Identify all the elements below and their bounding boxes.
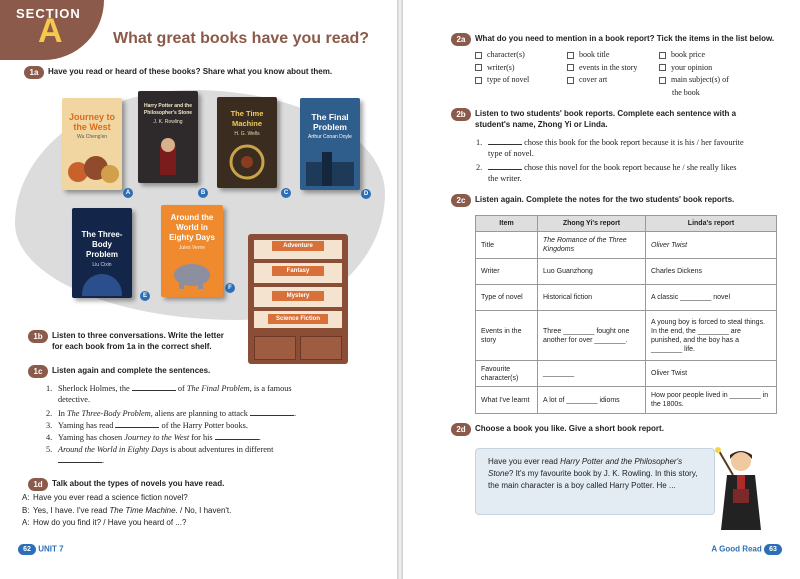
tick-item[interactable] xyxy=(659,62,749,75)
item-text: type of novel. xyxy=(488,149,534,158)
instruction-2b-line1: Listen to two students' book reports. Complete each sentence with a xyxy=(475,109,737,118)
sentence-text: Sherlock Holmes, the xyxy=(58,384,130,393)
dialogue-line-3 xyxy=(22,517,186,528)
instruction-2b xyxy=(456,108,785,130)
sentence-text: . xyxy=(102,456,105,465)
tag-2c: 2c xyxy=(451,194,471,207)
table-cell: Title xyxy=(476,232,538,259)
sentence-number: 4. xyxy=(46,433,53,442)
2b-item-2 xyxy=(476,162,783,184)
checkbox[interactable] xyxy=(659,64,666,71)
sentence-number: 1. xyxy=(46,384,53,393)
tick-item-label: events in the story xyxy=(579,62,638,72)
item-text: chose this book for the book report because it is his / her favourite xyxy=(524,138,744,147)
instruction-2a-text: What do you need to mention in a book report? Tick the items in the list below. xyxy=(475,34,775,43)
book-cover-d xyxy=(300,98,360,190)
tick-column-2 xyxy=(567,49,657,87)
book-e-illustration xyxy=(74,270,130,296)
table-row xyxy=(476,232,777,259)
checkbox[interactable] xyxy=(659,52,666,59)
tick-item-label: type of novel xyxy=(487,75,530,84)
sentence-text: Yaming has chosen xyxy=(58,433,123,442)
sentence-number: 5. xyxy=(46,445,53,454)
table-cell[interactable]: A classic ________ novel xyxy=(646,285,777,311)
book-title-italic: The Time Machine. xyxy=(109,506,178,515)
answer-blank[interactable] xyxy=(250,409,297,418)
checkbox[interactable] xyxy=(475,77,482,84)
book-label-c: C xyxy=(281,188,291,198)
checkbox[interactable] xyxy=(567,64,574,71)
2b-item-1 xyxy=(476,137,783,159)
book-a-illustration xyxy=(64,148,120,188)
shelf-label-science-fiction: Science Fiction xyxy=(268,314,328,324)
right-page xyxy=(403,0,800,579)
shelf-label-fantasy: Fantasy xyxy=(272,266,324,276)
sentence-text: In xyxy=(58,409,65,418)
dialogue-line-2 xyxy=(22,505,231,516)
tick-item[interactable] xyxy=(567,49,657,62)
checkbox[interactable] xyxy=(659,77,666,84)
tag-1c: 1c xyxy=(28,365,48,378)
book-cover-a xyxy=(62,98,122,190)
tick-item-label: your opinion xyxy=(671,62,713,72)
table-cell: Type of novel xyxy=(476,285,538,311)
instruction-1d xyxy=(33,478,352,489)
answer-blank[interactable] xyxy=(132,384,176,391)
dialogue-text: Have you ever read a science fiction novel? xyxy=(33,493,188,502)
shelf-door-left xyxy=(254,336,296,360)
speaker-label: B: xyxy=(22,506,30,515)
shelf-label-adventure: Adventure xyxy=(272,241,324,251)
instruction-2b-line2: student's name, Zhong Yi or Linda. xyxy=(475,120,608,129)
dialogue-text: How do you find it? / Have you heard of ...? xyxy=(33,518,187,527)
book-b-illustration xyxy=(148,135,188,179)
page-number-left: 62 xyxy=(18,544,36,555)
table-row xyxy=(476,361,777,387)
dialogue-line-1 xyxy=(22,492,188,503)
tick-item[interactable] xyxy=(475,74,565,87)
table-cell[interactable]: How poor people lived in ________ in the 1800s. xyxy=(646,387,777,414)
instruction-1d-text: Talk about the types of novels you have read. xyxy=(52,479,225,488)
table-cell: Charles Dickens xyxy=(646,259,777,285)
book-f-illustration xyxy=(167,257,217,289)
right-footer xyxy=(711,544,782,555)
checkbox[interactable] xyxy=(475,64,482,71)
sentence-text: for his xyxy=(191,433,213,442)
sentence-2 xyxy=(46,408,348,419)
chapter-title: A Good Read xyxy=(711,544,762,554)
table-cell[interactable]: A young boy is forced to steal things. In the end, the ________ are punished, and the boy has a ________ life. xyxy=(646,311,777,361)
book-cover-c xyxy=(217,97,277,188)
book-a-author: Wu Cheng'en xyxy=(76,134,108,140)
tick-item-label: character(s) xyxy=(487,50,525,59)
sentence-text: . xyxy=(258,433,261,442)
instruction-1c-text: Listen again and complete the sentences. xyxy=(52,366,211,375)
sentence-text: detective. xyxy=(58,395,91,404)
tick-item-label: book price xyxy=(671,50,705,59)
sentence-text: . xyxy=(294,409,297,418)
tick-item[interactable] xyxy=(475,49,565,62)
instruction-1b-line2: for each book from 1a in the correct shelf. xyxy=(52,342,212,351)
instruction-2c xyxy=(456,194,785,205)
tick-item-continuation: the book xyxy=(672,87,700,97)
sample-report-box xyxy=(475,448,715,515)
sentence-5 xyxy=(46,444,348,466)
book-c-author: H. G. Wells xyxy=(234,131,260,137)
table-cell[interactable]: ________ xyxy=(538,361,646,387)
sentence-text: Yaming has read xyxy=(58,421,114,430)
table-cell: Favourite character(s) xyxy=(476,361,538,387)
instruction-1c xyxy=(33,365,352,376)
book-label-f: F xyxy=(225,283,235,293)
book-label-a: A xyxy=(123,188,133,198)
sentence-number: 2. xyxy=(46,409,53,418)
table-header: Linda's report xyxy=(646,216,777,232)
speaker-label: A: xyxy=(22,493,30,502)
tick-item-label: writer(s) xyxy=(487,62,515,72)
sample-text: Have you ever read xyxy=(488,457,558,466)
checkbox[interactable] xyxy=(567,52,574,59)
dialogue-text: / No, I haven't. xyxy=(180,506,232,515)
book-cover-b xyxy=(138,91,198,183)
shelf-label-mystery: Mystery xyxy=(272,291,324,301)
book-c-illustration xyxy=(225,142,269,182)
book-d-author: Arthur Conan Doyle xyxy=(308,134,352,140)
sentence-text: is about adventures in different xyxy=(170,445,274,454)
table-row xyxy=(476,311,777,361)
shelf-door-right xyxy=(300,336,342,360)
instruction-1a-text: Have you read or heard of these books? Share what you know about them. xyxy=(48,67,333,76)
tag-2b: 2b xyxy=(451,108,471,121)
tick-item[interactable] xyxy=(475,62,565,75)
tag-1d: 1d xyxy=(28,478,48,491)
table-cell: Oliver Twist xyxy=(646,361,777,387)
sentence-3 xyxy=(46,420,348,431)
table-header: Zhong Yi's report xyxy=(538,216,646,232)
tick-item[interactable] xyxy=(659,74,749,87)
item-number: 1. xyxy=(476,138,483,147)
answer-blank[interactable] xyxy=(488,138,522,145)
item-text: chose this novel for the book report because he / she really likes xyxy=(524,163,737,172)
shelf-board xyxy=(254,307,342,311)
table-row xyxy=(476,285,777,311)
item-text: the writer. xyxy=(488,174,522,183)
unit-label: UNIT 7 xyxy=(38,544,64,554)
instruction-2c-text: Listen again. Complete the notes for the two students' book reports. xyxy=(475,195,735,204)
table-cell: Events in the story xyxy=(476,311,538,361)
notes-table xyxy=(475,215,777,414)
sentence-number: 3. xyxy=(46,421,53,430)
book-title-italic: The Final Problem xyxy=(186,384,250,393)
book-title-italic: The Three-Body Problem xyxy=(67,409,151,418)
answer-blank[interactable] xyxy=(215,433,259,440)
book-label-e: E xyxy=(140,291,150,301)
instruction-2d-text: Choose a book you like. Give a short book report. xyxy=(475,424,664,433)
sentence-text: of xyxy=(177,384,185,393)
table-cell[interactable]: A lot of ________ idioms xyxy=(538,387,646,414)
speaker-label: A: xyxy=(22,518,30,527)
tag-1b: 1b xyxy=(28,330,48,343)
table-row xyxy=(476,259,777,285)
bookshelf xyxy=(248,234,348,364)
page-number-right: 63 xyxy=(764,544,782,555)
sentence-1 xyxy=(46,383,348,405)
book-c-title: The Time Machine xyxy=(230,109,264,128)
answer-blank[interactable] xyxy=(488,163,522,170)
item-number: 2. xyxy=(476,163,483,172)
table-cell[interactable]: Three ________ fought one another for over ________. xyxy=(538,311,646,361)
instruction-2a xyxy=(456,33,795,44)
book-title-italic: Journey to the West xyxy=(124,433,190,442)
sentence-text: , aliens are planning to attack xyxy=(150,409,248,418)
table-cell: Luo Guanzhong xyxy=(538,259,646,285)
tick-item[interactable] xyxy=(659,49,749,62)
wizard-boy-illustration xyxy=(713,445,765,530)
tick-item-label: main subject(s) of xyxy=(671,75,729,84)
tick-item[interactable] xyxy=(567,74,657,87)
book-f-author: Jules Verne xyxy=(178,245,206,251)
instruction-1b-line1: Listen to three conversations. Write the letter xyxy=(52,331,224,340)
book-cover-f xyxy=(161,205,223,297)
page-title: What great books have you read? xyxy=(113,30,370,47)
instruction-1b xyxy=(33,330,242,352)
left-footer xyxy=(18,544,64,555)
table-cell: What I've learnt xyxy=(476,387,538,414)
answer-blank[interactable] xyxy=(58,456,105,465)
table-header: Item xyxy=(476,216,538,232)
book-e-title: The Three-Body Problem xyxy=(81,230,123,259)
checkbox[interactable] xyxy=(475,52,482,59)
tick-column-1 xyxy=(475,49,565,87)
book-f-title: Around the World in Eighty Days xyxy=(169,213,215,242)
tick-column-3 xyxy=(659,49,749,99)
table-cell: Historical fiction xyxy=(538,285,646,311)
section-word: SECTION xyxy=(16,6,81,21)
tick-item[interactable] xyxy=(567,62,657,75)
book-cover-e xyxy=(72,208,132,298)
section-letter: A xyxy=(38,12,63,50)
table-cell: Oliver Twist xyxy=(646,232,777,259)
instruction-1a xyxy=(29,66,378,77)
table-cell: Writer xyxy=(476,259,538,285)
table-header-row xyxy=(476,216,777,232)
sample-text: ? It's my favourite book by J. K. Rowling. In this story, the main character is a boy called Harry Potter. He ... xyxy=(488,469,698,490)
book-title-italic: Harry Potter and the Philosopher's Stone xyxy=(488,457,683,478)
table-cell: The Romance of the Three Kingdoms xyxy=(538,232,646,259)
book-title-italic: Around the World in Eighty Days xyxy=(58,445,169,454)
answer-blank[interactable] xyxy=(115,421,159,428)
table-row xyxy=(476,387,777,414)
shelf-board xyxy=(254,283,342,287)
tag-1a: 1a xyxy=(24,66,44,79)
sentence-text: of the Harry Potter books. xyxy=(161,421,248,430)
book-b-title: Harry Potter and the Philosopher's Stone xyxy=(143,103,193,116)
book-d-illustration xyxy=(302,152,358,188)
sentence-4 xyxy=(46,432,348,443)
sentence-text: , is a famous xyxy=(249,384,292,393)
tick-item-label: cover art xyxy=(579,75,608,84)
shelf-board xyxy=(254,259,342,263)
checkbox[interactable] xyxy=(567,77,574,84)
dialogue-text: Yes, I have. I've read xyxy=(33,506,108,515)
book-label-b: B xyxy=(198,188,208,198)
tag-2a: 2a xyxy=(451,33,471,46)
section-badge xyxy=(0,0,104,60)
book-a-title: Journey to the West xyxy=(68,112,115,132)
tick-item-label: book title xyxy=(579,50,610,59)
tag-2d: 2d xyxy=(451,423,471,436)
instruction-2d xyxy=(456,423,775,434)
left-page xyxy=(0,0,397,579)
book-d-title: The Final Problem xyxy=(311,112,349,132)
book-b-author: J. K. Rowling xyxy=(153,119,183,125)
book-label-d: D xyxy=(361,189,371,199)
book-e-author: Liu Cixin xyxy=(92,262,112,268)
